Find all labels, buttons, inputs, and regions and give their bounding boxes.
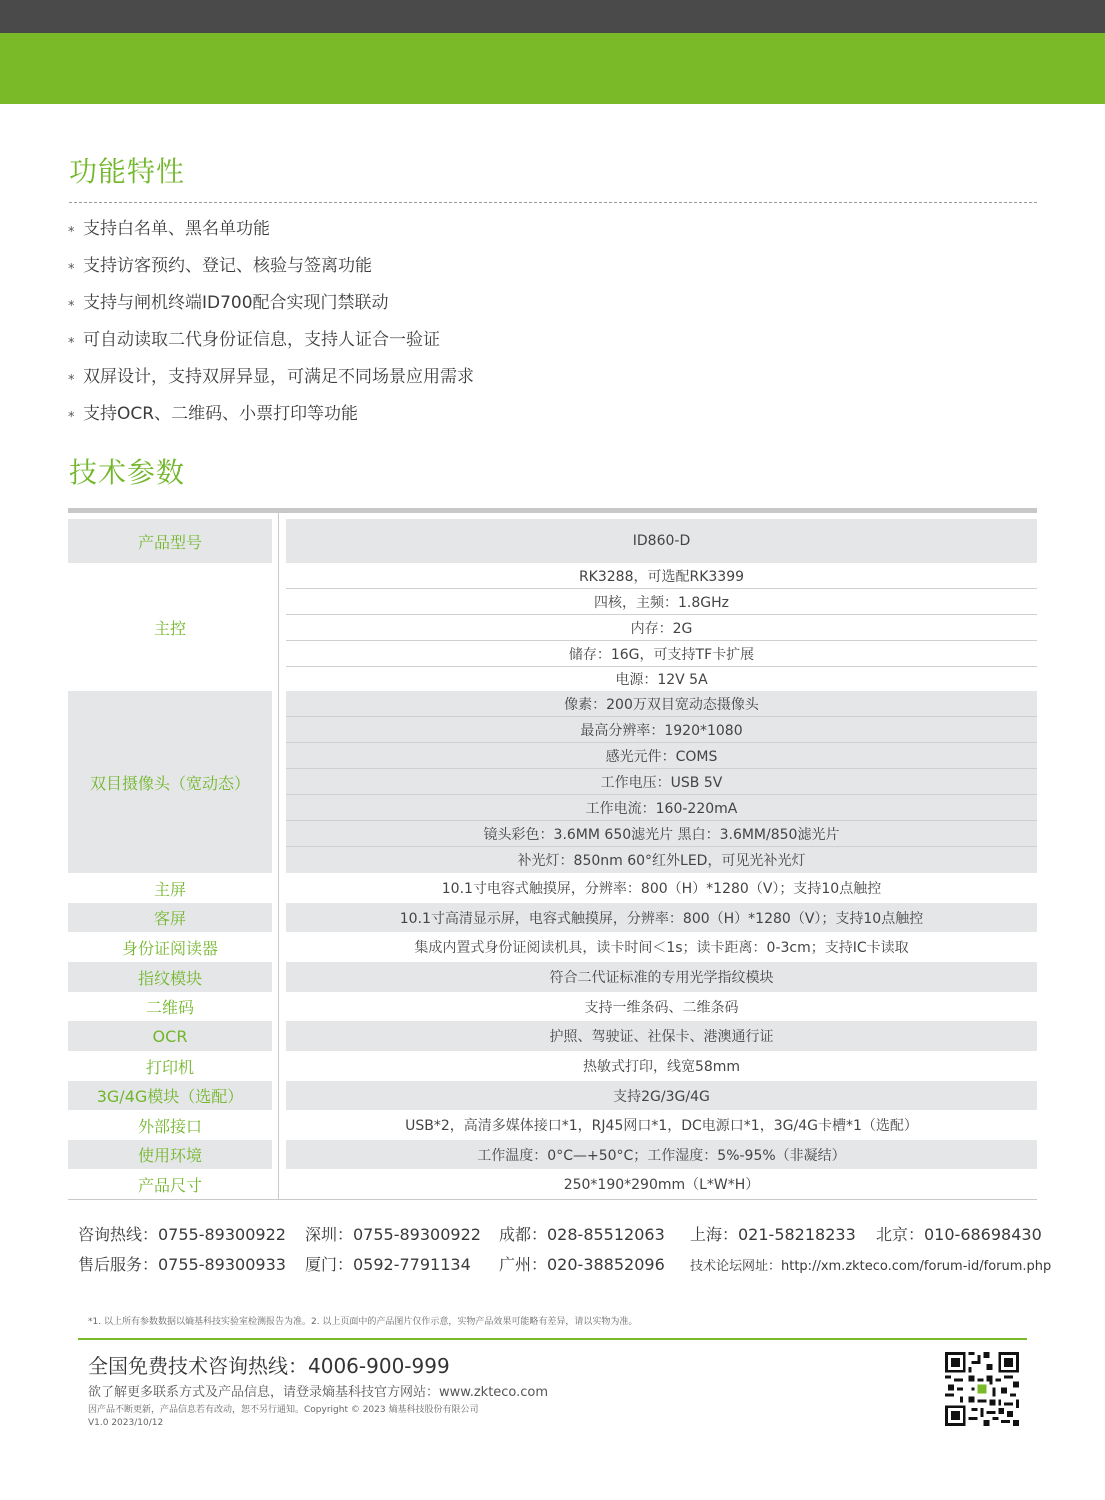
spec-label: 外部接口 [137, 1116, 202, 1136]
spec-values [286, 932, 1037, 962]
bullet-star-icon: * [68, 262, 75, 277]
bullet-star-icon: * [68, 225, 75, 240]
features-list [68, 216, 1028, 438]
spec-value: ID860-D [632, 533, 691, 549]
bullet-star-icon: * [68, 336, 75, 351]
contact-beijing: 北京：010-68698430 [876, 1225, 1042, 1244]
spec-value: 10.1寸电容式触摸屏，分辨率：800（H）*1280（V）；支持10点触控 [441, 881, 882, 897]
spec-label: 打印机 [145, 1057, 194, 1077]
contact-shanghai: 上海：021-58218233 [690, 1225, 856, 1244]
contacts-block [78, 1222, 1052, 1282]
feature-item: * 可自动读取二代身份证信息，支持人证合一验证 [68, 327, 1028, 364]
spec-value: 工作电流：160-220mA [286, 795, 1037, 821]
spec-values [286, 1051, 1037, 1081]
bullet-star-icon: * [68, 410, 75, 425]
forum-link[interactable]: 技术论坛网址：http://xm.zkteco.com/forum-id/forum.php [690, 1259, 1052, 1274]
contact-shenzhen: 深圳：0755-89300922 [305, 1225, 481, 1244]
spec-label: 使用环境 [68, 1140, 272, 1169]
spec-value: USB*2，高清多媒体接口*1，RJ45网口*1，DC电源口*1，3G/4G卡槽*1（选配） [405, 1118, 918, 1134]
spec-value: 热敏式打印，线宽58mm [582, 1059, 741, 1075]
spec-values [286, 873, 1037, 903]
contacts-row [78, 1252, 1052, 1282]
features-title: 功能特性 [69, 155, 186, 188]
feature-item: * 双屏设计，支持双屏异显，可满足不同场景应用需求 [68, 364, 1028, 401]
spec-label: 产品型号 [68, 519, 272, 563]
spec-values [286, 1110, 1037, 1140]
feature-item: * 支持访客预约、登记、核验与签离功能 [68, 253, 1028, 290]
feature-item: * 支持白名单、黑名单功能 [68, 216, 1028, 253]
spec-values [286, 1169, 1037, 1199]
feature-item: * 支持OCR、二维码、小票打印等功能 [68, 401, 1028, 438]
spec-value: RK3288，可选配RK3399 [286, 563, 1037, 589]
spec-value: 10.1寸高清显示屏，电容式触摸屏，分辨率：800（H）*1280（V）；支持10点触控 [399, 910, 924, 927]
header-green-band [0, 33, 1105, 104]
spec-label: 身份证阅读器 [121, 938, 218, 958]
spec-label: 指纹模块 [68, 962, 272, 992]
disclaimer-text: *1. 以上所有参数数据以熵基科技实验室检测报告为准。2. 以上页面中的产品图片仅作示意，实物产品效果可能略有差异，请以实物为准。 [88, 1317, 638, 1327]
spec-values [286, 563, 1037, 691]
spec-values [286, 1140, 1037, 1169]
spec-value: 支持2G/3G/4G [613, 1088, 710, 1105]
bullet-star-icon: * [68, 299, 75, 314]
footer-green-rule [78, 1338, 1027, 1340]
specs-title: 技术参数 [69, 456, 186, 489]
spec-value: 护照、驾驶证、社保卡、港澳通行证 [549, 1029, 774, 1045]
qr-code-icon [945, 1352, 1019, 1426]
header-dark-band [0, 0, 1105, 33]
spec-label: 主控 [153, 618, 186, 638]
specs-top-rule [68, 508, 1037, 513]
spec-value: 工作温度：0°C—+50°C；工作湿度：5%-95%（非凝结） [477, 1147, 846, 1164]
spec-value: 最高分辨率：1920*1080 [286, 717, 1037, 743]
contact-chengdu: 成都：028-85512063 [499, 1225, 665, 1244]
spec-value: 镜头彩色：3.6MM 650滤光片 黑白：3.6MM/850滤光片 [286, 821, 1037, 847]
contact-guangzhou: 广州：020-38852096 [499, 1255, 665, 1274]
spec-label: 3G/4G模块（选配） [68, 1081, 272, 1110]
website-line[interactable]: 欲了解更多联系方式及产品信息，请登录熵基科技官方网站：www.zkteco.com [88, 1385, 549, 1400]
contact-hotline: 咨询热线：0755-89300922 [78, 1225, 286, 1244]
spec-values [286, 992, 1037, 1021]
spec-values [286, 691, 1037, 873]
spec-value: 电源：12V 5A [615, 672, 708, 688]
spec-value: 集成内置式身份证阅读机具，读卡时间＜1s；读卡距离：0-3cm；支持IC卡读取 [414, 940, 909, 956]
features-divider [69, 202, 1037, 203]
spec-label: OCR [68, 1021, 272, 1051]
spec-label: 主屏 [153, 879, 186, 899]
spec-value: 像素：200万双目宽动态摄像头 [286, 691, 1037, 717]
spec-label: 产品尺寸 [137, 1175, 202, 1195]
contact-xiamen: 厦门：0592-7791134 [305, 1255, 471, 1274]
spec-value: 支持一维条码、二维条码 [584, 999, 739, 1016]
spec-label: 客屏 [68, 903, 272, 932]
spec-label: 双目摄像头（宽动态） [68, 691, 272, 873]
spec-values [286, 1081, 1037, 1110]
spec-label: 二维码 [145, 998, 194, 1017]
spec-values [286, 903, 1037, 932]
spec-values [286, 1021, 1037, 1051]
version-line: V1.0 2023/10/12 [88, 1418, 164, 1428]
spec-value: 四核，主频：1.8GHz [286, 589, 1037, 615]
spec-value: 补光灯：850nm 60°红外LED，可见光补光灯 [517, 853, 806, 869]
feature-item: * 支持与闸机终端ID700配合实现门禁联动 [68, 290, 1028, 327]
spec-value: 工作电压：USB 5V [286, 769, 1037, 795]
spec-value: 储存：16G，可支持TF卡扩展 [286, 641, 1037, 667]
national-hotline: 全国免费技术咨询热线：4006-900-999 [88, 1354, 450, 1378]
spec-value: 感光元件：COMS [286, 743, 1037, 769]
spec-values [286, 519, 1037, 563]
specs-column-divider [278, 513, 279, 1199]
bullet-star-icon: * [68, 373, 75, 388]
copyright-line: 因产品不断更新，产品信息若有改动，恕不另行通知。Copyright © 2023 熵基科技股份有限公司 [88, 1405, 479, 1415]
specs-bottom-rule [68, 1199, 1037, 1200]
contacts-row [78, 1222, 1042, 1252]
contact-aftersales: 售后服务：0755-89300933 [78, 1255, 286, 1274]
spec-value: 250*190*290mm（L*W*H） [563, 1177, 760, 1193]
spec-value: 内存：2G [286, 615, 1037, 641]
spec-values [286, 962, 1037, 992]
spec-value: 符合二代证标准的专用光学指纹模块 [549, 970, 774, 986]
